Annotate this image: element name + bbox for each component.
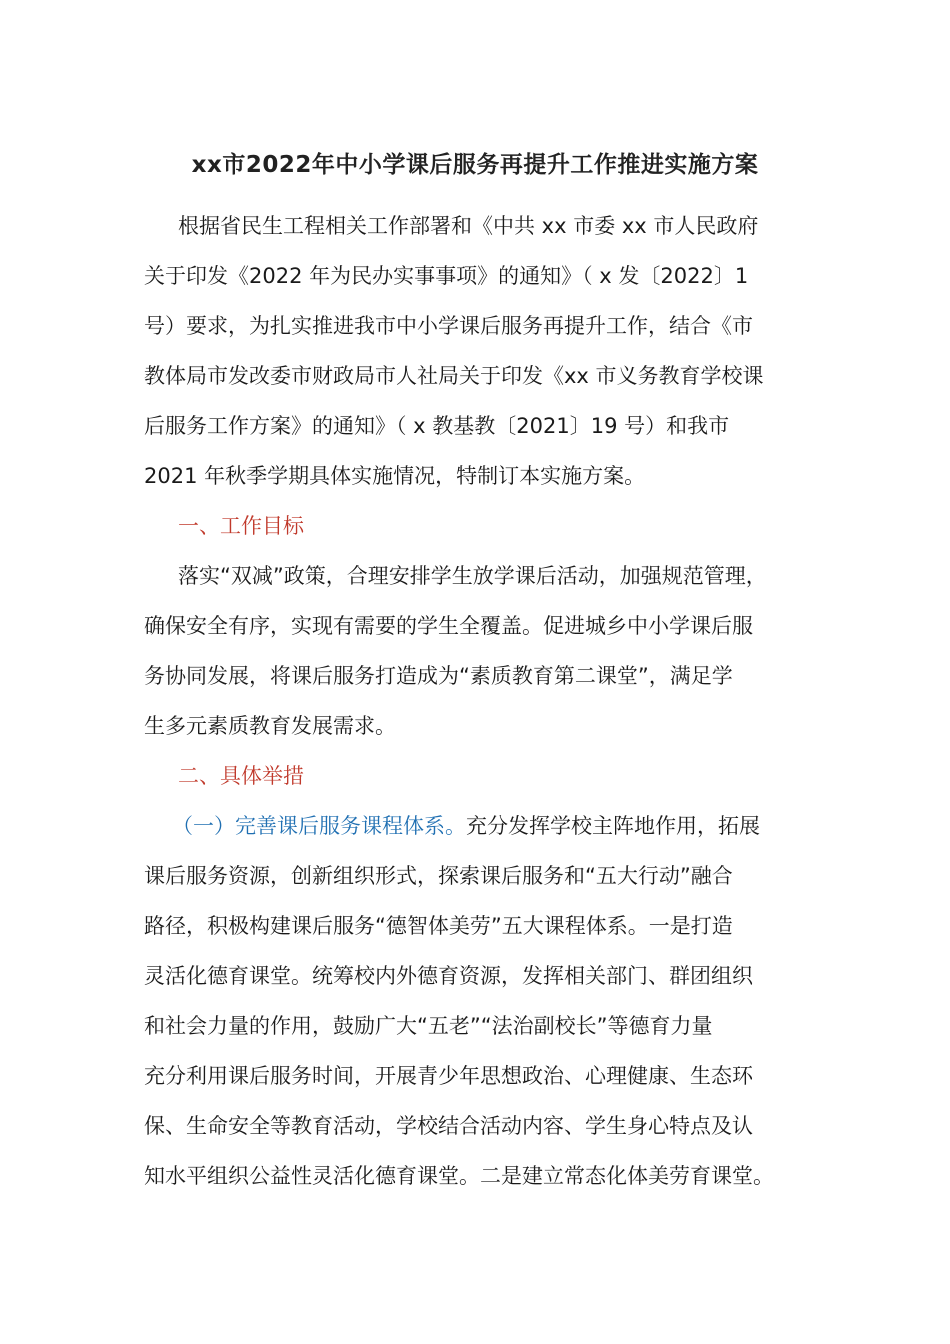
goals-line-2: 确保安全有序，实现有需要的学生全覆盖。促进城乡中小学课后服 [144, 614, 753, 638]
measures-line-6: 充分利用课后服务时间，开展青少年思想政治、心理健康、生态环 [144, 1064, 753, 1088]
measures-line-5: 和社会力量的作用，鼓励广大“五老”“法治副校长”等德育力量 [144, 1014, 713, 1038]
intro-line-5: 后服务工作方案》的通知》（ x 教基教〔2021〕19 号）和我市 [144, 414, 730, 438]
goals-line-4: 生多元素质教育发展需求。 [144, 714, 396, 738]
intro-line-3: 号）要求，为扎实推进我市中小学课后服务再提升工作，结合《市 [144, 314, 753, 338]
subsection-heading-curriculum: （一）完善课后服务课程体系。 [172, 814, 466, 838]
measures-line-3: 路径，积极构建课后服务“德智体美劳”五大课程体系。一是打造 [144, 914, 733, 938]
section-heading-goals: 一、工作目标 [178, 514, 304, 538]
section-heading-measures: 二、具体举措 [178, 764, 304, 788]
goals-line-3: 务协同发展，将课后服务打造成为“素质教育第二课堂”，满足学 [144, 664, 733, 688]
measures-line-4: 灵活化德育课堂。统筹校内外德育资源，发挥相关部门、群团组织 [144, 964, 753, 988]
intro-line-4: 教体局市发改委市财政局市人社局关于印发《xx 市义务教育学校课 [144, 364, 764, 388]
measures-line-8: 知水平组织公益性灵活化德育课堂。二是建立常态化体美劳育课堂。 [144, 1164, 774, 1188]
intro-line-6: 2021 年秋季学期具体实施情况，特制订本实施方案。 [144, 464, 646, 488]
measures-line-7: 保、生命安全等教育活动，学校结合活动内容、学生身心特点及认 [144, 1114, 753, 1138]
intro-line-2: 关于印发《2022 年为民办实事事项》的通知》（ x 发〔2022〕1 [144, 264, 749, 288]
document-title: xx市2022年中小学课后服务再提升工作推进实施方案 [191, 152, 759, 178]
measures-line-1-rest: 充分发挥学校主阵地作用，拓展 [466, 814, 760, 838]
goals-line-1: 落实“双减”政策，合理安排学生放学课后活动，加强规范管理， [178, 564, 767, 588]
measures-line-1 [172, 811, 872, 841]
measures-line-2: 课后服务资源，创新组织形式，探索课后服务和“五大行动”融合 [144, 864, 733, 888]
intro-line-1: 根据省民生工程相关工作部署和《中共 xx 市委 xx 市人民政府 [178, 214, 759, 238]
